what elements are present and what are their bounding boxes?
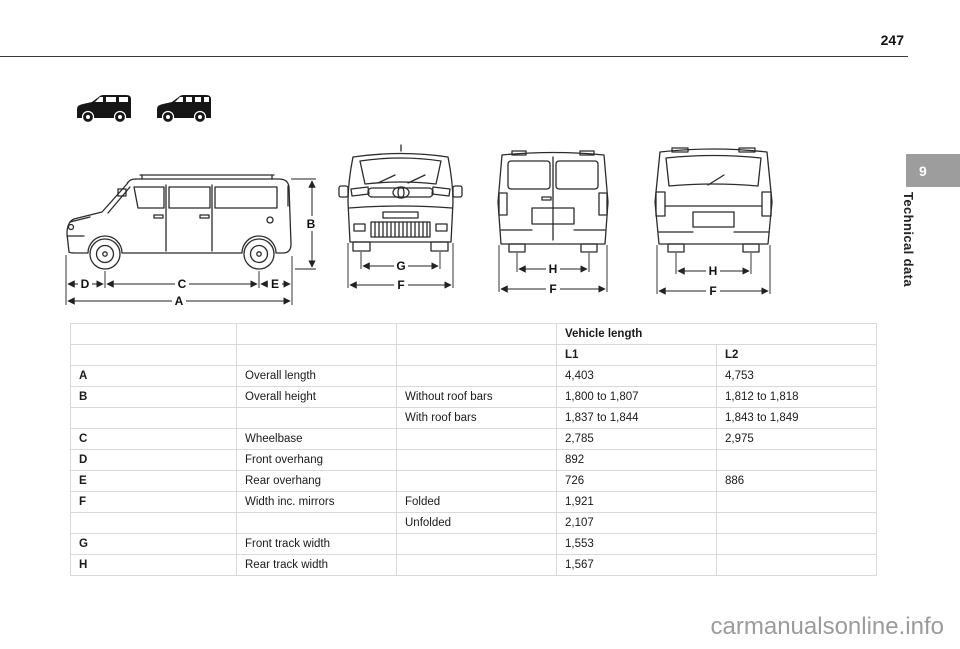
table-header-row <box>71 324 877 345</box>
cell-sublabel <box>397 534 557 555</box>
page-number: 247 <box>880 32 904 48</box>
cell-letter <box>71 513 237 534</box>
cell-empty <box>397 345 557 366</box>
cell-sublabel <box>397 366 557 387</box>
table-row <box>71 534 877 555</box>
dim-label-e: E <box>270 277 280 291</box>
table-row <box>71 387 877 408</box>
dim-label-g: G <box>396 259 406 273</box>
cell-sublabel: Without roof bars <box>397 387 557 408</box>
front-view-diagram <box>338 142 463 309</box>
header-l2: L2 <box>717 345 877 366</box>
dim-label-a: A <box>174 294 184 308</box>
cell-sublabel <box>397 450 557 471</box>
cell-l1: 2,785 <box>557 429 717 450</box>
table-row <box>71 408 877 429</box>
cell-l2 <box>717 513 877 534</box>
cell-l2 <box>717 534 877 555</box>
cell-l1: 1,553 <box>557 534 717 555</box>
cell-letter: F <box>71 492 237 513</box>
dim-label-f-front: F <box>397 278 405 292</box>
table-row <box>71 471 877 492</box>
rear-view-l1-drawing <box>488 142 618 312</box>
header-vehicle-length: Vehicle length <box>557 324 877 345</box>
header-l1: L1 <box>557 345 717 366</box>
table-row <box>71 450 877 471</box>
dim-label-b: B <box>306 217 316 231</box>
table-subheader-row <box>71 345 877 366</box>
cell-letter: B <box>71 387 237 408</box>
cell-label: Front track width <box>237 534 397 555</box>
cell-l2 <box>717 450 877 471</box>
cell-sublabel: With roof bars <box>397 408 557 429</box>
rear-view-l1-diagram <box>488 142 618 317</box>
cell-sublabel <box>397 555 557 576</box>
cell-l2: 1,812 to 1,818 <box>717 387 877 408</box>
watermark-text: carmanualsonline.info <box>710 613 944 640</box>
dim-label-f-l2: F <box>709 284 717 298</box>
cell-l1: 1,837 to 1,844 <box>557 408 717 429</box>
table-row <box>71 555 877 576</box>
cell-sublabel <box>397 429 557 450</box>
cell-letter: D <box>71 450 237 471</box>
cell-l2: 886 <box>717 471 877 492</box>
cell-empty <box>237 324 397 345</box>
cell-sublabel: Unfolded <box>397 513 557 534</box>
cell-l1: 2,107 <box>557 513 717 534</box>
cell-letter: E <box>71 471 237 492</box>
dim-label-f-l1: F <box>549 282 557 296</box>
table-row <box>71 513 877 534</box>
cell-letter: A <box>71 366 237 387</box>
cell-letter: H <box>71 555 237 576</box>
van-rear-l1-body <box>498 151 608 252</box>
front-view-drawing <box>338 142 463 304</box>
van-rear-l2-body <box>655 148 772 252</box>
rear-view-l2-diagram <box>646 140 781 319</box>
cell-label <box>237 408 397 429</box>
dim-label-h-l2: H <box>708 264 718 278</box>
table-row <box>71 492 877 513</box>
dim-label-h-l1: H <box>548 262 558 276</box>
cell-l2: 2,975 <box>717 429 877 450</box>
cell-l1: 726 <box>557 471 717 492</box>
cell-l1: 1,567 <box>557 555 717 576</box>
table-row <box>71 366 877 387</box>
cell-sublabel <box>397 471 557 492</box>
cell-letter <box>71 408 237 429</box>
cell-label: Overall height <box>237 387 397 408</box>
rear-l2-dimension-lines <box>657 245 770 298</box>
cell-l2 <box>717 492 877 513</box>
chapter-title-vertical: Technical data <box>901 192 916 287</box>
cell-l2: 1,843 to 1,849 <box>717 408 877 429</box>
van-front-body <box>339 145 462 251</box>
cell-empty <box>71 345 237 366</box>
side-view-diagram <box>62 158 324 321</box>
dim-label-c: C <box>177 277 187 291</box>
cell-label: Front overhang <box>237 450 397 471</box>
cell-l2: 4,753 <box>717 366 877 387</box>
cell-sublabel: Folded <box>397 492 557 513</box>
cell-empty <box>71 324 237 345</box>
chapter-tab <box>906 154 960 187</box>
table-row <box>71 429 877 450</box>
cell-empty <box>397 324 557 345</box>
cell-label <box>237 513 397 534</box>
cell-label: Width inc. mirrors <box>237 492 397 513</box>
cell-letter: C <box>71 429 237 450</box>
cell-letter: G <box>71 534 237 555</box>
chapter-number: 9 <box>919 162 927 179</box>
cell-l1: 892 <box>557 450 717 471</box>
cell-label: Rear track width <box>237 555 397 576</box>
van-short-icon <box>74 92 134 124</box>
header-rule <box>0 56 908 57</box>
cell-l2 <box>717 555 877 576</box>
cell-empty <box>237 345 397 366</box>
side-dimension-lines <box>66 179 320 308</box>
van-side-body <box>67 175 291 269</box>
van-long-icon <box>154 92 214 124</box>
dim-label-d: D <box>80 277 90 291</box>
vehicle-dimensions-table <box>70 323 877 576</box>
cell-label: Overall length <box>237 366 397 387</box>
side-view-drawing <box>62 158 324 316</box>
cell-label: Rear overhang <box>237 471 397 492</box>
cell-l1: 4,403 <box>557 366 717 387</box>
van-variant-icons <box>74 92 214 124</box>
cell-label: Wheelbase <box>237 429 397 450</box>
cell-l1: 1,800 to 1,807 <box>557 387 717 408</box>
rear-view-l2-drawing <box>646 140 781 314</box>
cell-l1: 1,921 <box>557 492 717 513</box>
